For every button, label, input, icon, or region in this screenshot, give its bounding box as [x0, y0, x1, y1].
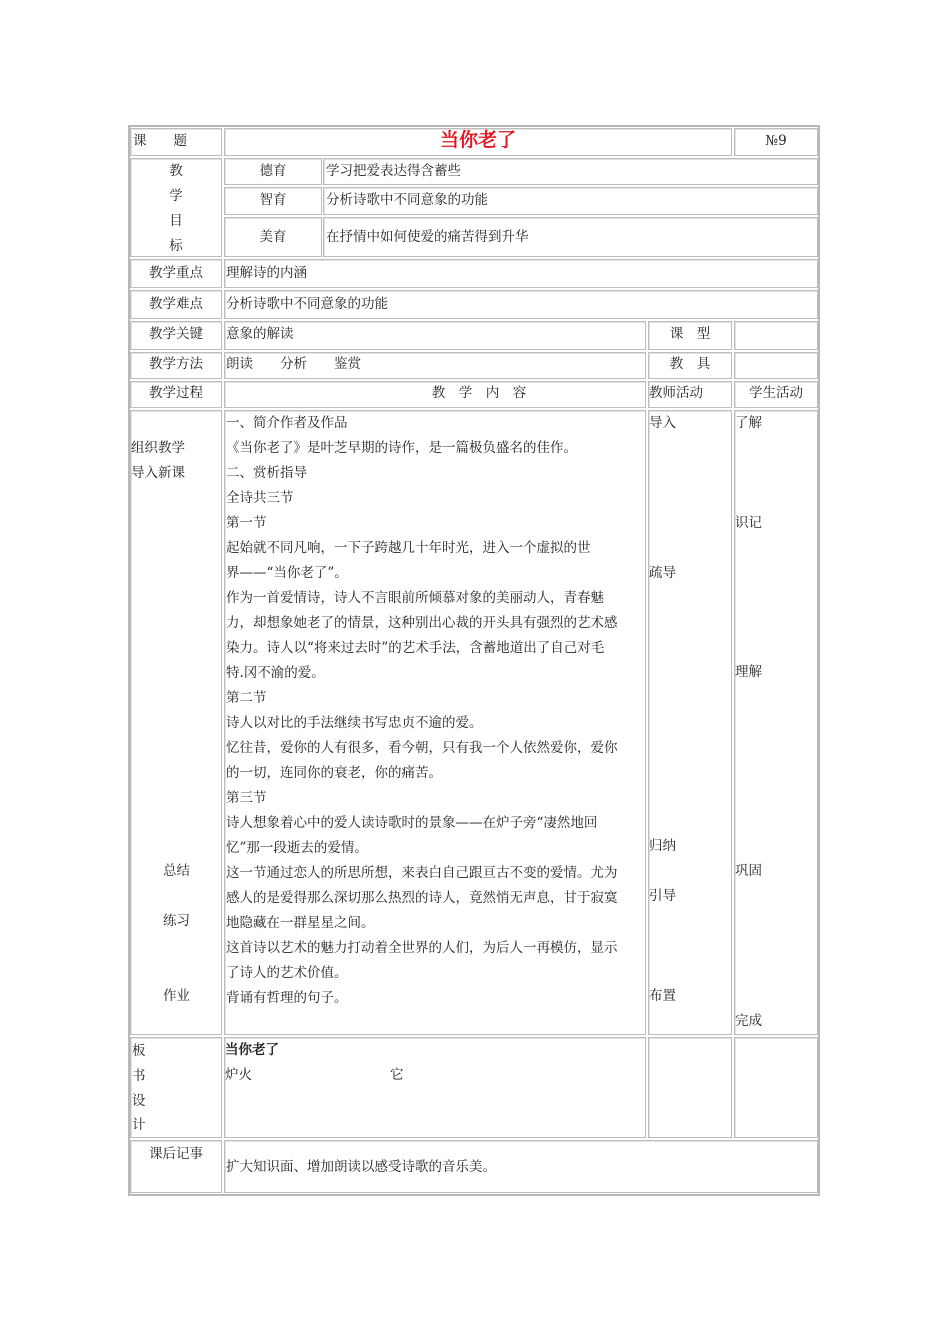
content-line: 特.冈不渝的爱。: [226, 665, 325, 681]
board-label-char-4: 计: [132, 1117, 146, 1133]
board-label-char-2: 书: [132, 1068, 146, 1084]
content-line: 界——“当你老了”。: [226, 565, 348, 581]
board-item-it: 它: [390, 1067, 404, 1083]
stage-organize: 组织教学: [131, 440, 185, 456]
board-label-char-3: 设: [132, 1093, 146, 1109]
content-line: 这一节通过恋人的所思所想，来表白自己跟亘古不变的爱情。尤为: [226, 865, 618, 881]
content-line: 背诵有哲理的句子。: [226, 990, 348, 1006]
crux-text: 意象的解读: [226, 326, 294, 342]
teacher-activity-summarize: 归纳: [649, 838, 676, 854]
board-content-cell: [224, 1037, 646, 1138]
objectives-label-char-2: 学: [169, 188, 183, 204]
objective-type-intellect: 智育: [259, 192, 287, 208]
board-teacher-cell: [648, 1037, 732, 1138]
content-line: 了诗人的艺术价值。: [226, 965, 348, 981]
stage-introduce: 导入新课: [131, 465, 185, 481]
process-content-header: 教 学 内 容: [431, 385, 527, 401]
content-line: 感人的是爱得那么深切那么热烈的诗人，竟然悄无声息，甘于寂寞: [226, 890, 618, 906]
board-item-stove: 炉火: [225, 1067, 252, 1083]
content-line: 忆往昔，爱你的人有很多，看今朝，只有我一个人依然爱你，爱你: [226, 740, 618, 756]
teacher-activity-guide: 疏导: [649, 565, 676, 581]
key-point-text-cell: [224, 259, 818, 288]
method-text: 朗读 分析 鉴赏: [226, 356, 361, 372]
lesson-type-value-cell: [734, 321, 818, 350]
content-line: 第一节: [226, 515, 267, 531]
lesson-type-label: 课 型: [669, 326, 711, 342]
teacher-activity-header: 教师活动: [649, 385, 703, 401]
notes-text: 扩大知识面、增加朗读以感受诗歌的音乐美。: [226, 1159, 496, 1175]
notes-label: 课后记事: [149, 1146, 203, 1162]
stage-homework: 作业: [163, 988, 190, 1004]
student-activity-complete: 完成: [735, 1013, 762, 1029]
objective-text-aesthetic: 在抒情中如何使爱的痛苦得到升华: [326, 229, 529, 245]
process-label: 教学过程: [149, 385, 203, 401]
teacher-activity-intro: 导入: [649, 415, 676, 431]
teacher-activity-cell: [648, 410, 732, 1035]
content-line: 这首诗以艺术的魅力打动着全世界的人们，为后人一再模仿，显示: [226, 940, 618, 956]
board-student-cell: [734, 1037, 818, 1138]
objective-type-aesthetic: 美育: [259, 229, 287, 245]
key-point-text: 理解诗的内涵: [226, 265, 307, 281]
content-line: 第二节: [226, 690, 267, 706]
content-line: 一、简介作者及作品: [226, 415, 348, 431]
student-activity-header: 学生活动: [749, 385, 803, 401]
key-point-label: 教学重点: [149, 265, 203, 281]
board-title: 当你老了: [225, 1042, 279, 1058]
content-line: 诗人以对比的手法继续书写忠贞不逾的爱。: [226, 715, 483, 731]
process-content: [226, 411, 618, 1011]
tools-label: 教 具: [669, 356, 711, 372]
content-line: 二、赏析指导: [226, 465, 307, 481]
difficulty-text: 分析诗歌中不同意象的功能: [226, 296, 388, 312]
method-label: 教学方法: [149, 356, 203, 372]
objective-text-intellect: 分析诗歌中不同意象的功能: [326, 192, 488, 208]
content-line: 的一切，连同你的衰老，你的痛苦。: [226, 765, 442, 781]
lesson-title: 当你老了: [439, 129, 516, 151]
tools-value-cell: [734, 352, 818, 379]
difficulty-label: 教学难点: [149, 296, 203, 312]
objective-type-moral: 德育: [259, 163, 287, 179]
content-line: 诗人想象着心中的爱人读诗歌时的景象——在炉子旁“凄然地回: [226, 815, 598, 831]
content-line: 全诗共三节: [226, 490, 294, 506]
content-line: 力，却想象她老了的情景，这种别出心裁的开头具有强烈的艺术感: [226, 615, 618, 631]
content-line: 忆”那一段逝去的爱情。: [226, 840, 368, 856]
teacher-activity-lead: 引导: [649, 888, 676, 904]
objectives-label-char-1: 教: [169, 163, 183, 179]
stage-practice: 练习: [163, 913, 190, 929]
student-activity-comprehend: 理解: [735, 664, 762, 680]
crux-label: 教学关键: [149, 326, 203, 342]
process-stage-cell: [130, 410, 222, 1035]
content-line: 染力。诗人以“将来过去时”的艺术手法，含蓄地道出了自己对毛: [226, 640, 605, 656]
student-activity-memorize: 识记: [735, 515, 762, 531]
lesson-number: №9: [765, 133, 787, 149]
student-activity-understand: 了解: [735, 415, 762, 431]
student-activity-consolidate: 巩固: [735, 863, 762, 879]
board-label-char-1: 板: [132, 1043, 146, 1059]
student-activity-cell: [734, 410, 818, 1035]
objectives-label-char-3: 目: [169, 213, 183, 229]
content-line: 作为一首爱情诗，诗人不言眼前所倾慕对象的美丽动人，青春魅: [226, 590, 604, 606]
objective-text-moral: 学习把爱表达得含蓄些: [326, 163, 461, 179]
content-line: 第三节: [226, 790, 267, 806]
objectives-label-char-4: 标: [169, 238, 183, 254]
stage-summary: 总结: [163, 863, 190, 879]
content-line: 起始就不同凡响，一下子跨越几十年时光，进入一个虚拟的世: [226, 540, 591, 556]
teacher-activity-assign: 布置: [649, 988, 676, 1004]
header-label: 课 题: [133, 133, 187, 149]
content-line: 《当你老了》是叶芝早期的诗作，是一篇极负盛名的佳作。: [226, 440, 577, 456]
content-line: 地隐藏在一群星星之间。: [226, 915, 375, 931]
